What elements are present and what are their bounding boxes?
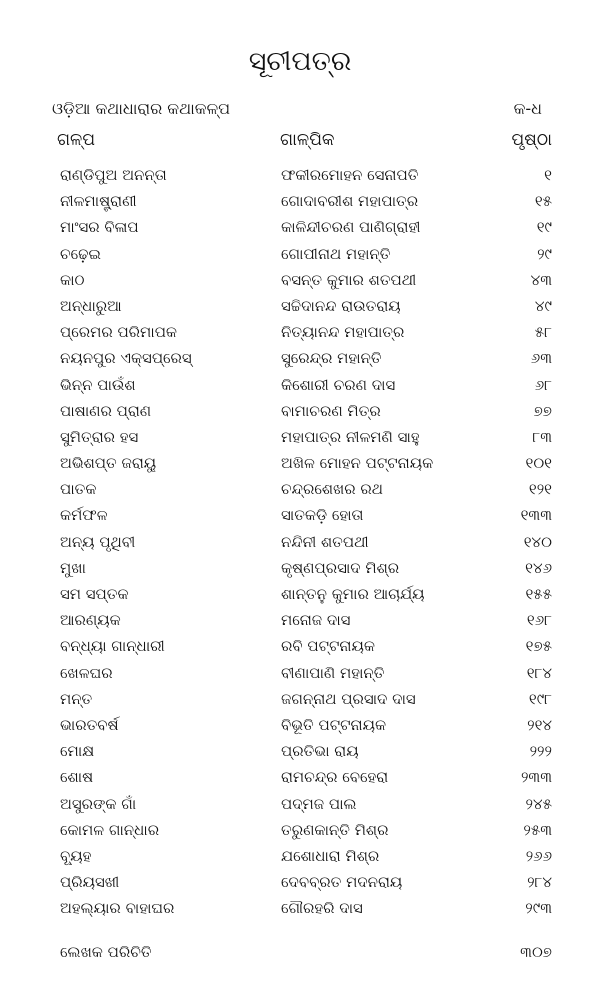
page-number: ୧୫୫ [525,585,552,603]
story-title: ରାଣ୍ଡିପୁଅ ଅନନ୍ତା [60,166,167,184]
story-title: ଖେଳଘର [60,663,113,682]
author-name: ଯଶୋଧାରା ମିଶ୍ର [281,846,380,865]
table-row [0,869,600,895]
page-number: ୧୨୧ [528,480,552,499]
appendix-label: ଲେଖକ ପରିଚିତି [60,943,152,961]
story-title: ମୋକ୍ଷ [60,742,95,761]
story-title: ଅଭିଶପ୍ତ ଜରାୟୁ [60,454,157,473]
page-number: ୨୧୪ [527,715,552,734]
story-title: ଶୋଷ [60,768,94,787]
page-number: ୧୭୫ [525,637,552,656]
table-row [0,529,600,555]
intro-entry-label: ଓଡ଼ିଆ କଥାଧାରାର କଥାକଳ୍ପ [52,99,231,118]
author-name: ପଦ୍ମଜ ପାଲ [281,794,357,813]
author-name: ଚନ୍ଦ୍ରଶେଖର ରଥ [281,480,383,499]
author-name: ମନୋଜ ଦାସ [281,611,351,630]
story-title: ପାତକ [60,480,97,499]
table-row [0,843,600,869]
table-row [0,581,600,607]
story-title: ବନ୍ଧ୍ୟା ଗାନ୍ଧାରୀ [60,637,165,656]
story-title: ଅନ୍ୟ ପୃଥିବୀ [60,532,136,551]
table-row [0,817,600,843]
table-row [0,162,600,188]
table-row [0,738,600,764]
author-name: ବାମାଚରଣ ମିତ୍ର [281,401,381,420]
page-number: ୧ [544,166,552,184]
author-name: ଜଗନ୍ନାଥ ପ୍ରସାଦ ଦାସ [281,689,416,708]
page-number: ୨୯ [537,244,552,263]
page-number: ୧୫ [534,192,552,211]
author-name: ଗୋପୀନାଥ ମହାନ୍ତି [281,244,391,263]
table-row [0,712,600,738]
table-row [0,372,600,398]
column-header-story: ଗଳ୍ପ [57,130,96,150]
table-row [0,267,600,293]
table-row [0,345,600,371]
page-number: ୨୩୩ [520,768,552,787]
author-name: ବିଭୂତି ପଟ୍ଟନାୟକ [281,715,387,734]
page-number: ୭୭ [533,401,552,420]
story-title: ବ୍ୟୂହ [60,846,92,865]
page-number: ୧୯୮ [528,689,552,708]
author-name: ଗୋଦାବରୀଶ ମହାପାତ୍ର [281,192,419,211]
table-row [0,555,600,581]
story-title: ନୟନପୁର ଏକ୍ସପ୍ରେସ୍ [60,349,192,368]
author-name: କାଳିନ୍ଦୀଚରଣ ପାଣିଗ୍ରାହୀ [281,218,421,237]
story-title: ମାଂସର ବିଳାପ [60,218,139,237]
story-title: ଚଢ଼େଇ [60,244,102,263]
table-row [0,633,600,659]
page-number: ୪୩ [530,270,552,289]
table-row [0,502,600,528]
table-row [0,398,600,424]
page-number: ୪୯ [534,296,552,315]
author-name: ଗୌରହରି ଦାସ [281,899,363,918]
page-number: ୧୬୮ [526,611,552,630]
author-name: ମହାପାତ୍ର ନୀଳମଣି ସାହୁ [281,427,420,446]
appendix-page: ୩୦୭ [520,943,552,961]
author-name: ସଚ୍ଚିଦାନନ୍ଦ ରାଉତରାୟ [281,296,401,315]
table-row [0,791,600,817]
page-number: ୧୪୦ [523,532,552,551]
author-name: ସାତକଡ଼ି ହୋତା [281,506,364,525]
page-number: ୨୮୪ [527,873,552,892]
intro-entry-page: କ-ଧ [513,99,542,118]
table-row [0,607,600,633]
page-number: ୬୩ [530,349,552,368]
author-name: ଫକୀରମୋହନ ସେନାପତି [281,166,419,184]
story-title: ଭାରତବର୍ଷ [60,715,119,734]
page-number: ୫୮ [534,323,552,342]
page-number: ୧୯ [536,218,552,237]
author-name: ବୀଣାପାଣି ମହାନ୍ତି [281,663,385,682]
table-row [0,450,600,476]
page-number: ୮୩ [532,427,552,446]
story-title: ପାଷାଣର ପ୍ରାଣ [60,401,152,420]
story-title: କାଠ [60,270,85,289]
page-number: ୨୫୩ [523,820,552,839]
author-name: ରବି ପଟ୍ଟନାୟକ [281,637,375,656]
author-name: କୃଷ୍ଣପ୍ରସାଦ ମିଶ୍ର [281,558,400,577]
contents-table [0,162,600,921]
author-name: ନନ୍ଦିନୀ ଶତପଥୀ [281,532,369,551]
table-row [0,293,600,319]
table-row [0,214,600,240]
story-title: ଅହଲ୍ୟାର ବାହାଘର [60,899,175,918]
author-name: ତରୁଣକାନ୍ତି ମିଶ୍ର [281,820,389,839]
page-number: ୬୮ [534,375,552,394]
story-title: ଅନ୍ଧାରୁଆ [60,296,122,315]
author-name: ନିତ୍ୟାନନ୍ଦ ମହାପାତ୍ର [281,323,405,342]
story-title: ମୁଖା [60,558,86,577]
author-name: ସୁରେନ୍ଦ୍ର ମହାନ୍ତି [281,349,382,368]
story-title: ସୁମିତ୍ରାର ହସ [60,427,139,446]
story-title: ମନ୍ତ [60,689,93,708]
table-row [0,895,600,921]
page-number: ୧୦୧ [525,454,552,473]
story-title: ସମ ସପ୍ତକ [60,585,129,603]
column-header-page: ପୃଷ୍ଠା [511,130,552,150]
table-row [0,241,600,267]
page-title: ସୂଚୀପତ୍ର [248,46,352,77]
table-row [0,660,600,686]
story-title: ନୀଳମାଷ୍ଟ୍ରାଣୀ [60,192,137,211]
table-row [0,424,600,450]
author-name: ପ୍ରତିଭା ରାୟ [281,742,359,761]
story-title: ଭିନ୍ନ ପାଉଁଶ [60,375,136,394]
page-number: ୧୩୩ [520,506,552,525]
author-name: ଶାନ୍ତନୁ କୁମାର ଆଚାର୍ଯ୍ୟ [281,585,425,603]
page-number: ୨୪୫ [525,794,552,813]
column-header-author: ଗାଳ୍ପିକ [280,130,335,150]
story-title: ପ୍ରେମର ପରିମାପକ [60,323,177,342]
page-number: ୨୯୩ [525,899,552,918]
table-row [0,686,600,712]
table-row [0,476,600,502]
page-number: ୨୨୨ [529,742,552,761]
story-title: କୋମଳ ଗାନ୍ଧାର [60,820,160,839]
author-name: ଦେବବ୍ରତ ମଦନରାୟ [281,873,403,892]
page-number: ୧୮୪ [526,663,552,682]
table-row [0,188,600,214]
story-title: କର୍ମଫଳ [60,506,108,525]
table-row [0,764,600,790]
author-name: ଅଖିଳ ମୋହନ ପଟ୍ଟନାୟକ [281,454,434,473]
author-name: କିଶୋରୀ ଚରଣ ଦାସ [281,375,396,394]
page-number: ୧୪୬ [525,558,552,577]
author-name: ବସନ୍ତ କୁମାର ଶତପଥୀ [281,270,417,289]
story-title: ପ୍ରିୟସଖୀ [60,873,120,892]
table-row [0,319,600,345]
author-name: ରାମଚନ୍ଦ୍ର ବେହେରା [281,768,389,787]
story-title: ଅସୁରଙ୍କ ଗାଁ [60,794,137,813]
story-title: ଆରଣ୍ୟକ [60,611,121,630]
page-number: ୨୬୬ [525,846,552,865]
